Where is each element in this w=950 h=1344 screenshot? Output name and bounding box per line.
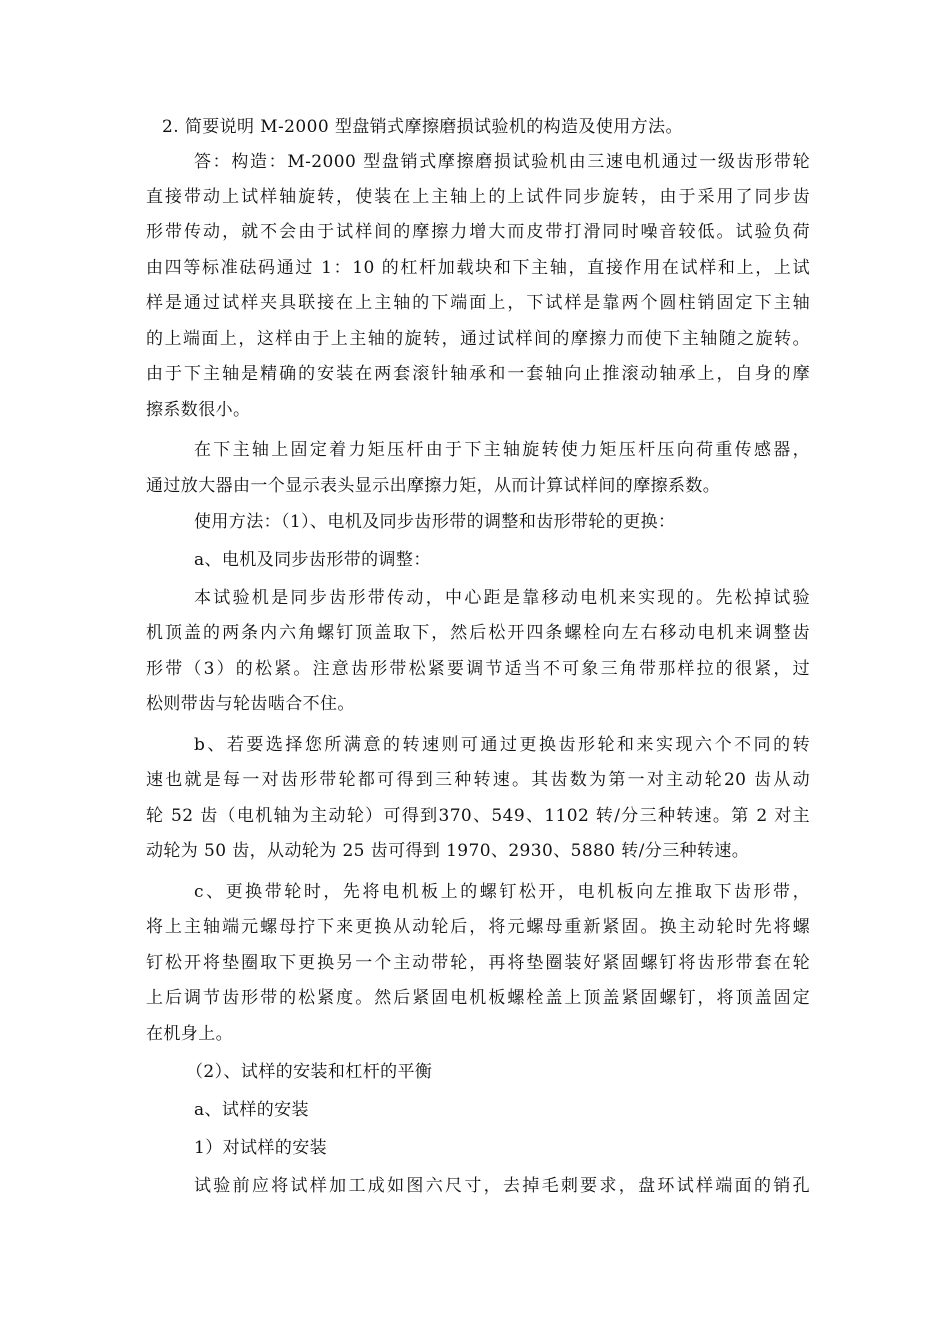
- answer-line: 由四等标准砝码通过 1：10 的杠杆加载块和下主轴，直接作用在试样和上，上试: [146, 258, 810, 278]
- paragraph-line: 试验前应将试样加工成如图六尺寸，去掉毛刺要求，盘环试样端面的销孔: [194, 1176, 810, 1196]
- paragraph-line: 在下主轴上固定着力矩压杆由于下主轴旋转使力矩压杆压向荷重传感器，: [194, 440, 810, 460]
- section-heading: （2）、试样的安装和杠杆的平衡: [186, 1062, 433, 1082]
- paragraph-line: 轮 52 齿（电机轴为主动轮）可得到370、549、1102 转/分三种转速。第 2 对主: [146, 806, 810, 826]
- paragraph-line: 形带（3）的松紧。注意齿形带松紧要调节适当不可象三角带那样拉的很紧，过: [146, 659, 810, 679]
- answer-line: 样是通过试样夹具联接在上主轴的下端面上，下试样是靠两个圆柱销固定下主轴: [146, 293, 810, 313]
- paragraph-line: 将上主轴端元螺母拧下来更换从动轮后，将元螺母重新紧固。换主动轮时先将螺: [146, 917, 810, 937]
- paragraph-line: 在机身上。: [146, 1024, 233, 1044]
- paragraph-line: 钉松开将垫圈取下更换另一个主动带轮，再将垫圈装好紧固螺钉将齿形带套在轮: [146, 953, 810, 973]
- paragraph-line: 上后调节齿形带的松紧度。然后紧固电机板螺栓盖上顶盖紧固螺钉，将顶盖固定: [146, 988, 810, 1008]
- answer-line: 答：构造：M-2000 型盘销式摩擦磨损试验机由三速电机通过一级齿形带轮: [194, 152, 810, 172]
- answer-line: 由于下主轴是精确的安装在两套滚针轴承和一套轴向止推滚动轴承上，自身的摩: [146, 364, 810, 384]
- paragraph-line: 通过放大器由一个显示表头显示出摩擦力矩，从而计算试样间的摩擦系数。: [146, 476, 721, 496]
- answer-line: 形带传动，就不会由于试样间的摩擦力增大而皮带打滑同时噪音较低。试验负荷: [146, 222, 810, 242]
- answer-line: 的上端面上，这样由于上主轴的旋转，通过试样间的摩擦力而使下主轴随之旋转。: [146, 329, 810, 349]
- paragraph-line: 动轮为 50 齿，从动轮为 25 齿可得到 1970、2930、5880 转/分三种转速。: [146, 841, 750, 861]
- subsection-heading: a、试样的安装: [194, 1100, 309, 1120]
- paragraph-line: 本试验机是同步齿形带传动，中心距是靠移动电机来实现的。先松掉试验: [194, 588, 810, 608]
- paragraph-line: 速也就是每一对齿形带轮都可得到三种转速。其齿数为第一对主动轮20 齿从动: [146, 770, 810, 790]
- paragraph-line: 松则带齿与轮齿啮合不住。: [146, 694, 355, 714]
- paragraph-line: 机顶盖的两条内六角螺钉顶盖取下，然后松开四条螺栓向左右移动电机来调整齿: [146, 623, 810, 643]
- paragraph-line: b、若要选择您所满意的转速则可通过更换齿形轮和来实现六个不同的转: [194, 735, 810, 755]
- paragraph-line: c、更换带轮时，先将电机板上的螺钉松开，电机板向左推取下齿形带，: [194, 882, 810, 902]
- subsection-heading: 1）对试样的安装: [194, 1138, 328, 1158]
- answer-line: 直接带动上试样轴旋转，使装在上主轴上的上试件同步旋转，由于采用了同步齿: [146, 187, 810, 207]
- section-heading: 使用方法：（1）、电机及同步齿形带的调整和齿形带轮的更换：: [194, 512, 676, 532]
- subsection-heading: a、电机及同步齿形带的调整：: [194, 550, 431, 570]
- answer-line: 擦系数很小。: [146, 400, 251, 420]
- question-heading: 2. 简要说明 M-2000 型盘销式摩擦磨损试验机的构造及使用方法。: [162, 117, 683, 137]
